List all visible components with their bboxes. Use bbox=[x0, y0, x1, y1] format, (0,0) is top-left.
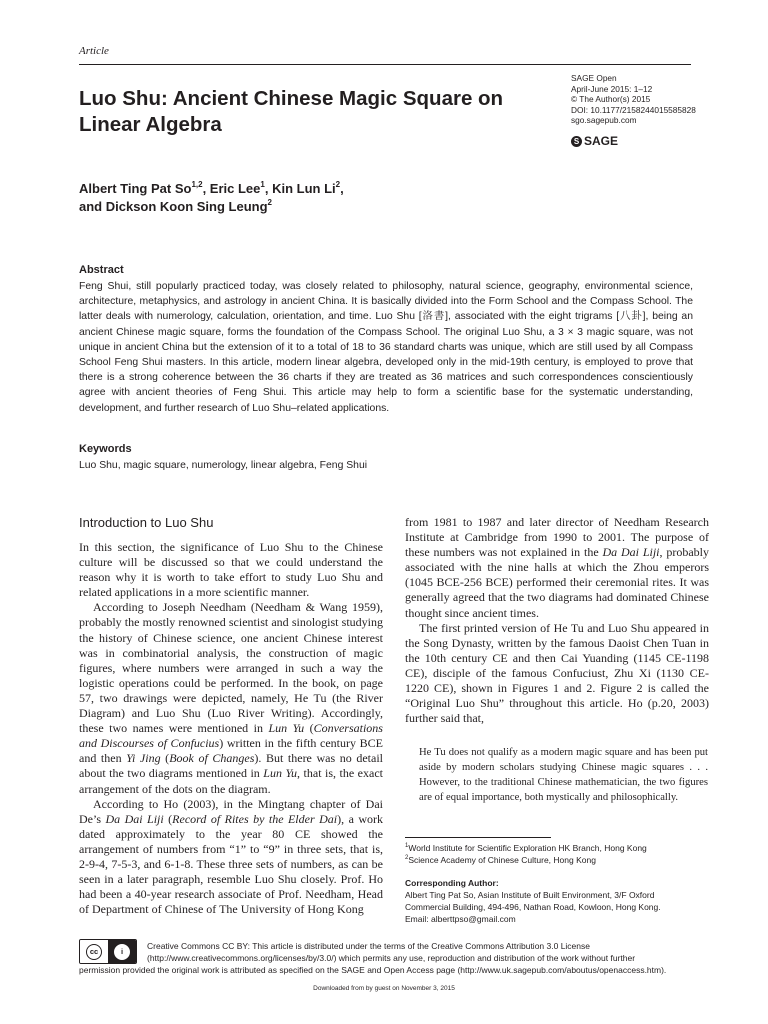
license-text: This article is distributed under the terms of the Creative Commons Attribution 3.0 License bbox=[249, 941, 590, 951]
author-affiliation: 2 bbox=[267, 198, 272, 207]
author-name: Albert Ting Pat So bbox=[79, 181, 192, 196]
download-notice: Downloaded from by guest on November 3, 2015 bbox=[313, 985, 455, 992]
italic-title: Conversations and Discourses of Confucius bbox=[79, 721, 383, 751]
author-separator: , bbox=[340, 181, 344, 196]
italic-title: Lun Yu bbox=[263, 766, 298, 781]
paragraph-run: ), a work dated approximately to the year 80 CE showed the arrangement of numbers from “1” to “9” in three sets, that is, 2-9-4, 7-5-3, and 6-1-8. These three sets of numbers, as can be seen in a later paragraph, resemble Luo Shu closely. Prof. Ho had been a 40-year research associate of Prof. Needham, Head of Department of Chinese of The University of Hong Kong bbox=[79, 811, 384, 917]
header-rule bbox=[79, 64, 691, 65]
italic-title: Book of Changes bbox=[169, 751, 255, 766]
italic-title: Da Dai Liji bbox=[105, 811, 164, 826]
sage-logo-icon: S bbox=[571, 136, 582, 147]
article-title: Luo Shu: Ancient Chinese Magic Square on Linear Algebra bbox=[79, 87, 504, 136]
corresponding-author bbox=[405, 877, 709, 925]
body-paragraph bbox=[79, 797, 383, 918]
paragraph-run: In this section, the significance of Luo Shu to the Chinese culture will be discussed so that we could understand the reason why it is worth to take effort to study Luo Shu and related applications in a more scientific manner. bbox=[79, 540, 383, 600]
journal-doi[interactable]: DOI: 10.1177/2158244015585828 bbox=[571, 104, 696, 115]
body-column-right bbox=[405, 515, 709, 726]
corresponding-author-email[interactable]: Email: alberttpso@gmail.com bbox=[405, 914, 516, 924]
author-affiliation: 1,2 bbox=[191, 180, 203, 189]
paragraph-run: According to Joseph Needham (Needham & Wang 1959), probably the mostly renowned scientist and sinologist studying the history of Chinese science, one ancient Chinese interest was in combinatorial analysis, the construction of magic figures, where numbers were arranged in such a way the logistic operations could be performed. In the book, on page 57, two drawings were depicted, namely, He Tu (the River Diagram) and Luo Shu (Luo River Writing). Accordingly, these two names were mentioned in bbox=[79, 600, 383, 736]
license-notice bbox=[79, 940, 709, 977]
body-column-left bbox=[79, 540, 383, 917]
journal-name: SAGE Open bbox=[571, 73, 617, 83]
sage-logo-text: SAGE bbox=[584, 134, 619, 148]
license-line-3: permission provided the original work is attributed as specified on the SAGE and Open Access page (http://www.uk.sagepub.com/aboutus/openaccess.htm). bbox=[79, 965, 667, 976]
affiliation-footnotes bbox=[405, 842, 709, 866]
body-paragraph bbox=[79, 600, 383, 796]
paragraph-run: ( bbox=[163, 811, 173, 826]
body-paragraph bbox=[79, 540, 383, 600]
paragraph-run: The first printed version of He Tu and Luo Shu appeared in the Song Dynasty, written by the famous Daoist Chen Tuan in the 10th century CE and then Cai Yuanding (1145 CE-1198 CE), disciple of the famous Confuciust, Zhu Xi (1130 CE-1220 CE), shown in Figures 1 and 2. Figure 2 is called the “Original Luo Shu” throughout this article. Ho (p.20, 2003) further said that, bbox=[405, 620, 709, 726]
abstract-text: Feng Shui, still popularly practiced today, was closely related to philosophy, natural science, geography, environmental science, architecture, metaphysics, and astrology in ancient China. It is basically divided into the Form School and the Compass School. The latter deals with numerology, calculation, orientation, and time. Luo Shu [洛書], associated with the eight trigrams [八卦], being an ancient Chinese magic square, forms the foundation of the Compass School. The original Luo Shu, a 3 × 3 magic square, was not unique in ancient China but the extension of it to a total of 18 to 36 standard charts was unique, which are still used by all Compass School Feng Shui masters. In this article, modern linear algebra, developed only in the mid-19th century, is employed to prove that there is a strong coherence between the 36 charts if they are treated as 36 matrices and such correspondences conscientiously agree with ancient theories of Feng Shui. This article may help to form a scientific base for the systematic understanding, development, and further research of Luo Shu–related applications. bbox=[79, 281, 693, 414]
corresponding-author-heading: Corresponding Author: bbox=[405, 878, 499, 888]
body-paragraph bbox=[405, 621, 709, 727]
journal-copyright: © The Author(s) 2015 bbox=[571, 94, 651, 105]
keywords-heading: Keywords bbox=[79, 443, 132, 455]
author-affiliation: 2 bbox=[335, 180, 341, 189]
journal-info bbox=[571, 73, 761, 126]
sage-logo bbox=[571, 134, 618, 148]
attribution-icon: i bbox=[114, 944, 130, 960]
corresponding-author-line: Albert Ting Pat So, Asian Institute of Built Environment, 3/F Oxford bbox=[405, 890, 655, 900]
author-conjunction: and bbox=[79, 199, 106, 214]
keywords-text: Luo Shu, magic square, numerology, linear algebra, Feng Shui bbox=[79, 460, 368, 471]
article-type-label: Article bbox=[79, 45, 109, 57]
footnote-number: 1 bbox=[405, 843, 409, 849]
footnote-text: World Institute for Scientific Exploration HK Branch, Hong Kong bbox=[408, 843, 647, 853]
author-list bbox=[79, 180, 639, 216]
journal-issue: April-June 2015: 1–12 bbox=[571, 83, 653, 94]
author-separator: , bbox=[202, 181, 210, 196]
block-quote: He Tu does not qualify as a modern magic square and has been put aside by modern scholars studying Chinese magic squares . . . However, to the traditional Chinese mathematician, the two figures are of equal importance, both mystically and philosophically. bbox=[419, 747, 708, 804]
author-name: Eric Lee bbox=[209, 181, 261, 196]
author-line-1 bbox=[79, 180, 639, 198]
italic-title: Lun Yu bbox=[268, 721, 305, 736]
license-line-2: (http://www.creativecommons.org/licenses/by/3.0/) which permits any use, reproduction and distribution of the work without further bbox=[147, 953, 636, 964]
author-affiliation: 1 bbox=[260, 180, 265, 189]
italic-title: Yi Jing bbox=[126, 751, 161, 766]
license-lead: Creative Commons CC BY: bbox=[147, 941, 250, 951]
footnote bbox=[405, 842, 709, 854]
footnote-rule bbox=[405, 837, 551, 838]
license-line-1 bbox=[79, 940, 709, 952]
italic-title: Record of Rites by the Elder Dai bbox=[172, 811, 338, 826]
section-heading-introduction: Introduction to Luo Shu bbox=[79, 515, 214, 530]
paragraph-run: According to Ho (2003), in the Mingtang chapter of Dai De’s bbox=[79, 796, 383, 826]
creative-commons-icon: cc bbox=[86, 944, 102, 960]
footnote bbox=[405, 854, 709, 866]
paragraph-run: ). But there was no detail about the two diagrams mentioned in bbox=[79, 751, 383, 781]
paragraph-run: ( bbox=[160, 751, 170, 766]
corresponding-author-line: Commercial Building, 494-496, Nathan Road, Kowloon, Hong Kong. bbox=[405, 902, 661, 912]
paragraph-run: from 1981 to 1987 and later director of Needham Research Institute at Cambridge from 1990 to 2001. The purpose of these numbers was not explained in the bbox=[405, 515, 709, 560]
paragraph-run: , that is, the exact arrangement of the dots on the diagram. bbox=[79, 766, 383, 796]
author-separator: , bbox=[264, 181, 273, 196]
footnote-number: 2 bbox=[405, 855, 409, 862]
paragraph-run: ( bbox=[304, 721, 314, 736]
author-name: Kin Lun Li bbox=[272, 181, 336, 196]
paragraph-run: , probably associated with the nine halls at which the Zhou emperors (1045 BCE-256 BCE) performed their ceremonial rites. It was generally agreed that the two diagrams had dominated Chinese thought since ancient times. bbox=[405, 545, 710, 620]
footnote-text: Science Academy of Chinese Culture, Hong Kong bbox=[408, 855, 596, 866]
author-line-2 bbox=[79, 198, 639, 216]
paragraph-run: ) written in the fifth century BCE and then bbox=[79, 736, 383, 766]
italic-title: Da Dai Liji bbox=[602, 545, 660, 560]
body-paragraph bbox=[405, 515, 709, 621]
author-name: Dickson Koon Sing Leung bbox=[105, 199, 268, 214]
journal-url[interactable]: sgo.sagepub.com bbox=[571, 115, 637, 126]
abstract-heading: Abstract bbox=[79, 264, 124, 276]
